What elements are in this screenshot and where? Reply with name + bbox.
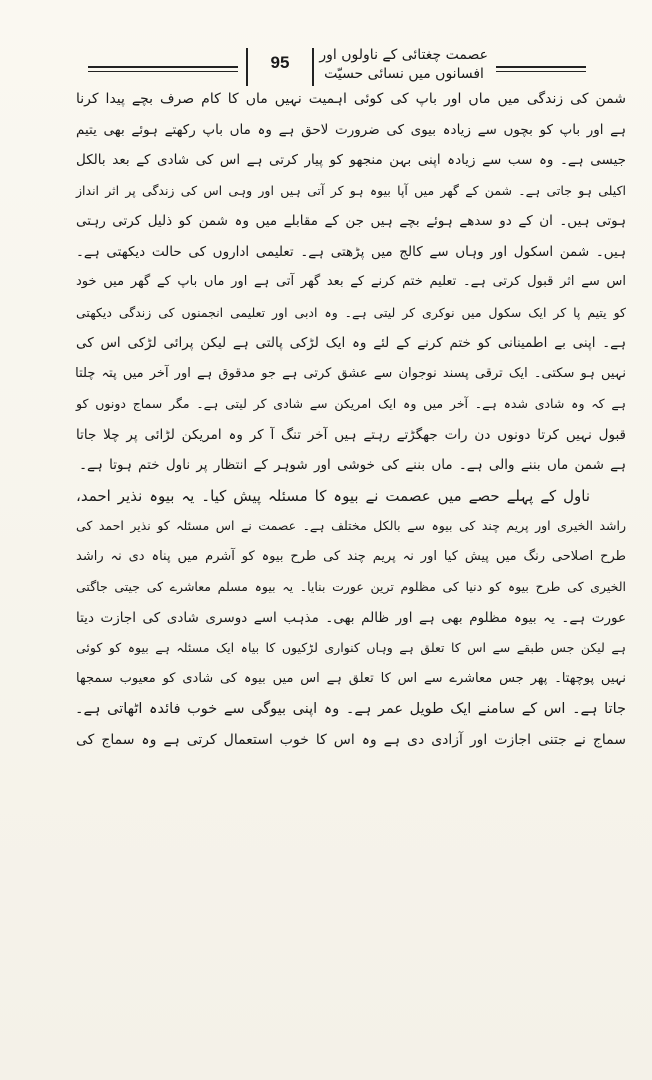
paragraph	[76, 84, 626, 481]
text-line: طرح اصلاحی رنگ میں پیش کیا اور نہ پریم چند کی طرح بیوہ کو آشرم میں پناہ دی نہ راشد	[76, 548, 626, 564]
text-line: الخیری کی طرح بیوہ کو دنیا کی مظلوم ترین عورت بنایا۔ یہ بیوہ مسلم معاشرے کی جیتی جاگتی	[76, 579, 626, 594]
running-title-line-1: عصمت چغتائی کے ناولوں اور	[319, 47, 488, 63]
text-line: جیسی ہے۔ وہ سب سے زیادہ اپنی بہن منجھو کو پیار کرتی ہے اس کی شادی کے بعد بالکل	[76, 152, 626, 168]
text-line: کو یتیم پا کر ایک سکول میں نوکری کر لیتی ہے۔ وہ ادبی اور تعلیمی انجمنوں کی زندگی دیکھتی	[76, 304, 626, 320]
text-line: ہے اور باپ کو بچوں سے زیادہ بیوی کی ضرورت لاحق ہے وہ ماں باپ رکھتے ہوئے بھی یتیم	[76, 121, 626, 138]
text-line: ناول کے پہلے حصے میں عصمت نے بیوہ کا مسئلہ پیش کیا۔ یہ بیوہ نذیر احمد،	[76, 486, 590, 505]
text-line: جاتا ہے۔ اس کے سامنے ایک طویل عمر ہے۔ وہ اپنی بیوگی سے خوب فائدہ اٹھاتی ہے۔	[75, 701, 626, 717]
text-line: اس سے اثر قبول کرتی ہے۔ تعلیم ختم کرنے کے بعد گھر آتی ہے اور ماں باپ کے گھر میں خود	[76, 274, 626, 289]
text-line: راشد الخیری اور پریم چند کی بیوہ سے بالکل مختلف ہے۔ عصمت نے اس مسئلہ کو نذیر احمد کی	[76, 518, 626, 533]
text-line: نہیں ہو سکتی۔ ایک ترقی پسند نوجوان سے عشق کرتی ہے جو مدقوق ہے اور آخر میں پتہ چلتا	[75, 365, 626, 381]
header-divider-right	[312, 48, 314, 86]
page-header	[88, 44, 586, 88]
text-line: ہیں۔ شمن اسکول اور وہاں سے کالج میں پڑھتی ہے۔ تعلیمی اداروں کی حالت دیکھتی ہے۔	[76, 243, 626, 260]
text-line: قبول نہیں کرتا دونوں دن رات جھگڑتے رہتے ہیں آخر تنگ آ کر وہ امریکن لڑائی پر چلا جاتا	[76, 426, 626, 443]
body-text	[76, 84, 626, 755]
header-rule-left	[88, 66, 238, 68]
header-divider-left	[246, 48, 248, 86]
text-line: عورت ہے۔ یہ بیوہ مظلوم بھی ہے اور ظالم بھی۔ مذہب اسے دوسری شادی کی اجازت دیتا	[76, 609, 626, 626]
page-number: 95	[270, 53, 290, 72]
text-line: سماج نے جتنی اجازت اور آزادی دی ہے وہ اس کا خوب استعمال کرتی ہے وہ سماج کی	[76, 731, 626, 748]
text-line: ہے۔ اپنی بے اطمینانی کو ختم کرنے کے لئے وہ ایک لڑکی پالتی ہے لیکن پرائی لڑکی اس کی	[76, 335, 626, 351]
header-rule-right	[496, 66, 586, 68]
running-title	[320, 46, 488, 84]
text-line: ہے شمن ماں بننے والی ہے۔ ماں بننے کی خوشی اور شوہر کے انتظار پر ناول ختم ہوتا ہے۔	[79, 457, 626, 473]
text-line: ہے کہ وہ شادی شدہ ہے۔ آخر میں وہ ایک امریکن سے شادی کر لیتی ہے۔ مگر سماج دونوں کو	[76, 396, 626, 411]
running-title-line-2: افسانوں میں نسائی حسیّت	[324, 66, 484, 82]
paragraph	[76, 481, 626, 756]
text-line: شمن کی زندگی میں ماں اور باپ کی کوئی اہمیت نہیں ماں کا کام صرف بچے پیدا کرنا	[76, 91, 626, 107]
text-line: ہے لیکن جس طبقے سے اس کا تعلق ہے وہاں کنواری لڑکیوں کا بیاہ ایک مسئلہ ہے بیوہ کو کوئی	[76, 640, 626, 655]
text-line: نہیں پوچھتا۔ پھر جس معاشرے سے اس کا تعلق ہے اس میں بیوہ کی شادی کو معیوب سمجھا	[76, 670, 626, 686]
text-line: ہوتی ہیں۔ ان کے دو سدھے ہوئے بچے ہیں جن کے مقابلے میں وہ شمن کو ذلیل کرتی رہتی	[76, 213, 626, 229]
text-line: اکیلی ہو جاتی ہے۔ شمن کے گھر میں آپا بیوہ ہو کر آتی ہیں اور وہی اس کی زندگی پر اثر انداز	[76, 182, 626, 198]
